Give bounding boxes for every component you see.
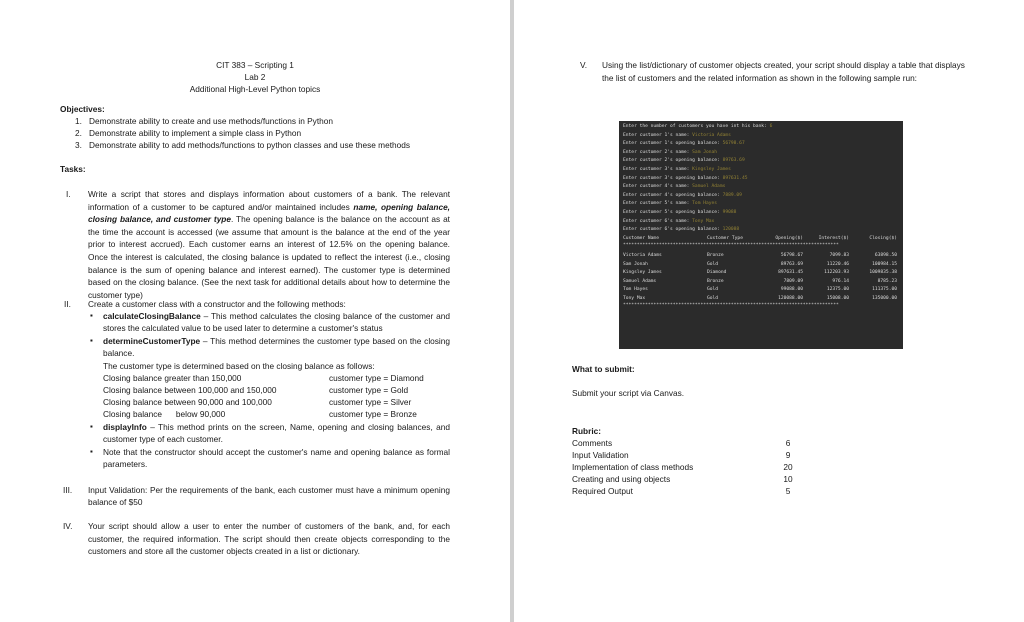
console-prompt-line (623, 227, 739, 233)
console-table-header: Interest($) (818, 235, 849, 241)
type-condition: Closing balance between 100,000 and 150,000 (103, 385, 277, 395)
console-prompt-line (623, 210, 736, 216)
console-table-cell: 111375.00 (872, 287, 897, 293)
console-prompt-text: Enter customer 2's name: (623, 149, 693, 155)
course-title: CIT 383 – Scripting 1 (216, 60, 294, 70)
console-table-cell: 1009835.38 (869, 270, 897, 276)
console-table-cell: 7809.09 (783, 278, 803, 284)
rubric-label: Input Validation (572, 450, 629, 460)
console-divider: ****************************************************************************** (623, 302, 839, 308)
console-table-cell: 112203.93 (824, 270, 849, 276)
console-input-value: 89763.69 (722, 158, 745, 164)
type-intro: The customer type is determined based on the closing balance as follows: (103, 361, 375, 371)
console-table-cell: 56798.67 (780, 253, 803, 258)
console-table-header: Customer Type (707, 235, 743, 241)
console-table-header: Closing($) (869, 235, 897, 241)
bullet-icon: ▪ (90, 336, 93, 345)
tasks-heading: Tasks: (60, 164, 86, 174)
rubric-points: 5 (785, 486, 791, 496)
rubric-heading: Rubric: (572, 426, 602, 436)
console-table-cell: 897631.45 (778, 270, 803, 276)
objective-item: Demonstrate ability to implement a simple class in Python (89, 128, 302, 138)
console-table-cell: Tony Max (623, 296, 646, 301)
bullet-constructor-note: Note that the constructor should accept the customer's name and opening balance as formal parameters. (103, 447, 450, 470)
rubric-points: 10 (783, 474, 793, 484)
console-prompt-line (623, 158, 745, 164)
console-prompt-text: Enter customer 6's name: (623, 218, 693, 224)
console-prompt-text: Enter customer 4's opening balance: (623, 192, 723, 198)
rubric-label: Required Output (572, 486, 633, 496)
task-3-paragraph: Input Validation: Per the requirements of the bank, each customer must have a minimum opening balance of $50 (88, 485, 450, 508)
console-table-cell: 63898.50 (874, 253, 897, 258)
objective-num: 3. (75, 140, 82, 150)
task-number: I. (66, 189, 71, 199)
objective-num: 2. (75, 128, 82, 138)
console-input-value: 56798.67 (722, 141, 745, 147)
console-table-cell: 99088.00 (780, 287, 803, 293)
console-table-cell: 12375.00 (826, 287, 849, 293)
document-page-right (514, 0, 1024, 622)
console-prompt-line (623, 193, 742, 199)
console-input-value: Sam Jonah (692, 149, 718, 155)
console-table-cell: Gold (707, 287, 719, 293)
console-input-value: 897631.45 (722, 175, 748, 181)
sample-run-console (619, 121, 903, 349)
console-prompt-text: Enter customer 6's opening balance: (623, 227, 723, 233)
rubric-points: 9 (785, 450, 791, 460)
console-table-cell: 7099.83 (829, 253, 849, 258)
console-table-cell: Victoria Adams (623, 253, 662, 258)
console-table-cell: Kingsley James (623, 270, 662, 276)
type-condition: Closing balance greater than 150,000 (103, 373, 242, 383)
console-prompt-line (623, 201, 717, 207)
console-prompt-line (623, 150, 717, 156)
console-prompt-text: Enter customer 3's opening balance: (623, 175, 723, 181)
task-number: IV. (63, 521, 73, 531)
document-page-left (0, 0, 510, 622)
console-table-cell: 8785.23 (877, 278, 897, 284)
console-prompt-text: Enter customer 2's opening balance: (623, 158, 723, 164)
rubric-points: 6 (785, 438, 791, 448)
task-number: III. (63, 485, 73, 495)
console-table-cell: Samuel Adams (623, 278, 657, 284)
task-5-paragraph: Using the list/dictionary of customer objects created, your script should display a table that displays the list of customers and the related information as shown in the following sample run: (602, 60, 965, 83)
submit-heading: What to submit: (572, 364, 635, 374)
bullet-icon: ▪ (90, 447, 93, 456)
objectives-heading: Objectives: (60, 104, 105, 114)
objective-num: 1. (75, 116, 82, 126)
console-input-value: 6 (769, 124, 773, 129)
bullet-determine-type: determineCustomerType – This method determines the customer type based on the closing balance. (103, 336, 450, 359)
bullet-display-info: displayInfo – This method prints on the screen, Name, opening and closing balances, and customer type of each customer. (103, 422, 450, 445)
console-prompt-text: Enter customer 1's name: (623, 132, 693, 138)
console-table-cell: Diamond (707, 270, 727, 276)
console-table-cell: Sam Jonah (623, 261, 648, 267)
task-1-paragraph: Write a script that stores and displays information about customers of a bank. The relevant information of a customer to be captured and/or maintained includes name, opening balance, closing balance, and customer type. The opening balance is the balance on the account as at the time the account is accessed (we assume that amount is the balance at the end of the year prior to interest accrued). Each customer earns an interest of 12.5% on the opening balance. Once the interest is calculated, the closing balance is updated to reflect the interest (i.e., closing balance is the sum of opening balance and interest earned). The customer type is determined based on the closing balance. (See the next task for additional details about how to determine the customer type) (88, 189, 450, 300)
bullet-icon: ▪ (90, 311, 93, 320)
console-table-cell: Tom Hayes (623, 287, 648, 293)
console-table-cell: Bronze (707, 253, 724, 258)
console-table-header: Opening($) (775, 235, 803, 241)
console-table-cell: Bronze (707, 278, 724, 284)
type-condition: Closing balance between 90,000 and 100,000 (103, 397, 272, 407)
console-table-cell: Gold (707, 261, 719, 267)
task-4-paragraph: Your script should allow a user to enter the number of customers of the bank, and, for each customer, the required information. The script should then create objects corresponding to the customers and store all the customer objects created in a list or dictionary. (88, 521, 450, 557)
console-input-value: 99088 (722, 210, 737, 215)
console-divider: ****************************************************************************** (623, 243, 839, 249)
console-input-value: Samuel Adams (692, 184, 726, 190)
console-prompt-line (623, 141, 745, 147)
console-prompt-line (623, 124, 772, 130)
console-table-cell: 135000.00 (872, 296, 897, 301)
console-input-value: 7889.09 (722, 192, 742, 198)
console-table-cell: 15008.00 (826, 296, 849, 301)
type-value: customer type = Bronze (329, 409, 417, 419)
objective-item: Demonstrate ability to add methods/functions to python classes and use these methods (89, 140, 410, 150)
console-prompt-text: Enter customer 5's opening balance: (623, 210, 723, 215)
bullet-calculate-closing: calculateClosingBalance – This method calculates the closing balance of the customer and stores the calculated value to be used later to determine a customer's status (103, 311, 450, 334)
console-table-header: Customer Name (623, 235, 659, 241)
console-input-value: Tony Max (692, 218, 715, 224)
console-table-cell: 100984.15 (872, 261, 897, 267)
objective-item: Demonstrate ability to create and use methods/functions in Python (89, 116, 333, 126)
rubric-label: Comments (572, 438, 613, 448)
submit-text: Submit your script via Canvas. (572, 388, 685, 398)
bullet-icon: ▪ (90, 422, 93, 431)
console-prompt-line (623, 133, 731, 139)
type-condition: Closing balance below 90,000 (103, 409, 226, 419)
console-prompt-text: Enter customer 5's name: (623, 201, 693, 207)
console-prompt-text: Enter customer 4's name: (623, 184, 693, 190)
console-prompt-text: Enter customer 1's opening balance: (623, 141, 723, 147)
console-input-value: 120088 (722, 227, 740, 233)
console-prompt-line (623, 176, 747, 182)
console-prompt-line (623, 219, 714, 225)
task-2-intro: Create a customer class with a constructor and the following methods: (88, 299, 346, 309)
rubric-label: Implementation of class methods (572, 462, 694, 472)
console-prompt-text: Enter customer 3's name: (623, 167, 693, 172)
type-value: customer type = Diamond (329, 373, 424, 383)
lab-subtitle: Additional High-Level Python topics (189, 84, 321, 94)
console-input-value: Tom Hayes (692, 201, 718, 207)
rubric-points: 20 (783, 462, 793, 472)
console-table-cell: Gold (707, 296, 719, 301)
console-input-value: Victoria Adams (692, 132, 731, 138)
lab-title: Lab 2 (244, 72, 266, 82)
console-table-cell: 11220.46 (826, 261, 849, 267)
console-prompt-text: Enter the number of customers you have int his bank: (623, 124, 770, 129)
console-table-cell: 976.14 (832, 278, 849, 284)
console-prompt-line (623, 167, 731, 173)
type-value: customer type = Silver (329, 397, 412, 407)
rubric-label: Creating and using objects (572, 474, 671, 484)
task-number: II. (64, 299, 71, 309)
console-prompt-line (623, 184, 725, 190)
type-value: customer type = Gold (329, 385, 409, 395)
task-number: V. (580, 60, 588, 70)
console-input-value: Kingsley James (692, 167, 731, 172)
console-table-cell: 89763.69 (780, 261, 803, 267)
console-table-cell: 120088.00 (778, 296, 803, 301)
